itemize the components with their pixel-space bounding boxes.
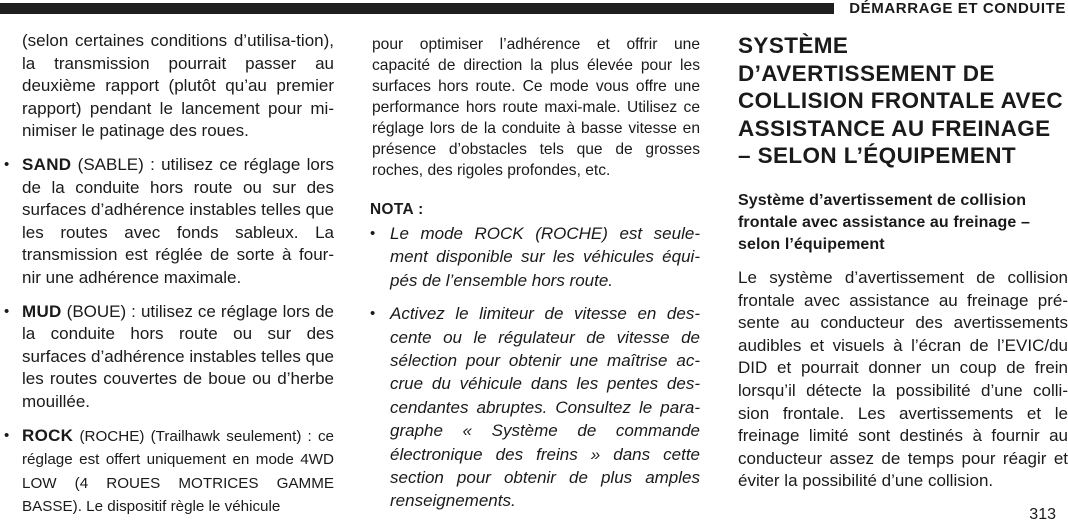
note-list	[372, 222, 700, 513]
bullet-icon: •	[4, 155, 10, 173]
note-label: NOTA :	[370, 201, 424, 218]
mode-label-sand: SAND	[22, 154, 72, 174]
mode-text-rock: (ROCHE) (Trailhawk seulement) : ce réglage est offert uniquement en mode 4WD LOW (4 ROUES MOTRICES GAMME BASSE). Le dispositif règle le véhicule	[22, 427, 334, 516]
note-text: Le mode ROCK (ROCHE) est seule-ment disponible sur les véhicules équi-pés de l’ensemble hors route.	[390, 224, 700, 290]
list-item-mud	[4, 301, 334, 414]
column-left	[4, 30, 334, 519]
mode-label-mud: MUD	[22, 301, 62, 321]
note-text: Activez le limiteur de vitesse en des-cente ou le régulateur de vitesse de sélection pour obtenir une maîtrise ac-crue du véhicule dans les pentes des-cendantes abruptes. Consultez le para-graphe « Système de commande électronique des freins » dans cette section pour obtenir de plus amples renseignements.	[390, 304, 700, 511]
note-item	[370, 302, 700, 513]
sub-heading: Système d’avertissement de collision frontale avec assistance au freinage – selon l’équipement	[738, 191, 1030, 253]
mode-list	[4, 154, 334, 519]
section-heading: SYSTÈME D’AVERTISSEMENT DE COLLISION FRONTALE AVEC ASSISTANCE AU FREINAGE – SELON L’ÉQUIPEMENT	[738, 33, 1064, 169]
intro-paragraph: (selon certaines conditions d’utilisa-tion), la transmission pourrait passer au deuxième rapport (plutôt qu’au premier rapport) pendant le lancement pour mi-nimiser le patinage des roues.	[22, 31, 334, 141]
page-number: 313	[1029, 506, 1056, 523]
list-item-sand	[4, 154, 334, 290]
bullet-icon: •	[370, 305, 376, 323]
mode-text-sand: (SABLE) : utilisez ce réglage lors de la conduite hors route ou sur des surfaces d’adhérence instables telles que les routes avec fonds sableux. La transmission est réglée de sorte à four-nir une adhérence maximale.	[22, 154, 334, 287]
body-paragraph: Le système d’avertissement de collision frontale avec assistance au freinage pré-sente au conducteur des avertissements audibles et visuels à l’écran de l’EVIC/du DID et pourrait donner un coup de frein lorsqu’il détecte la possibilité d’une colli-sion frontale. Les avertissements et le freinage limité sont destinés à fournir au conducteur assez de temps pour réagir et éviter la possibilité d’une collision.	[738, 267, 1068, 491]
running-header: DÉMARRAGE ET CONDUITE	[849, 0, 1066, 17]
header-rule	[0, 3, 834, 14]
note-item	[370, 222, 700, 292]
list-item-rock	[4, 425, 334, 519]
continuation-paragraph: pour optimiser l’adhérence et offrir une capacité de direction la plus élevée pour les surfaces hors route. Ce mode vous offre une performance hors route maxi-male. Utilisez ce réglage lors de la conduite à basse vitesse en présence d’obstacles tels que de grosses roches, des rigoles profondes, etc.	[372, 36, 700, 179]
bullet-icon: •	[370, 225, 376, 242]
column-middle	[372, 34, 700, 513]
mode-label-rock: ROCK	[22, 425, 74, 445]
bullet-icon: •	[4, 426, 10, 444]
mode-text-mud: (BOUE) : utilisez ce réglage lors de la conduite hors route ou sur des surfaces d’adhérence instables telles que les routes couvertes de boue ou d’herbe mouillée.	[22, 301, 334, 411]
column-right	[738, 32, 1068, 493]
bullet-icon: •	[4, 302, 10, 320]
